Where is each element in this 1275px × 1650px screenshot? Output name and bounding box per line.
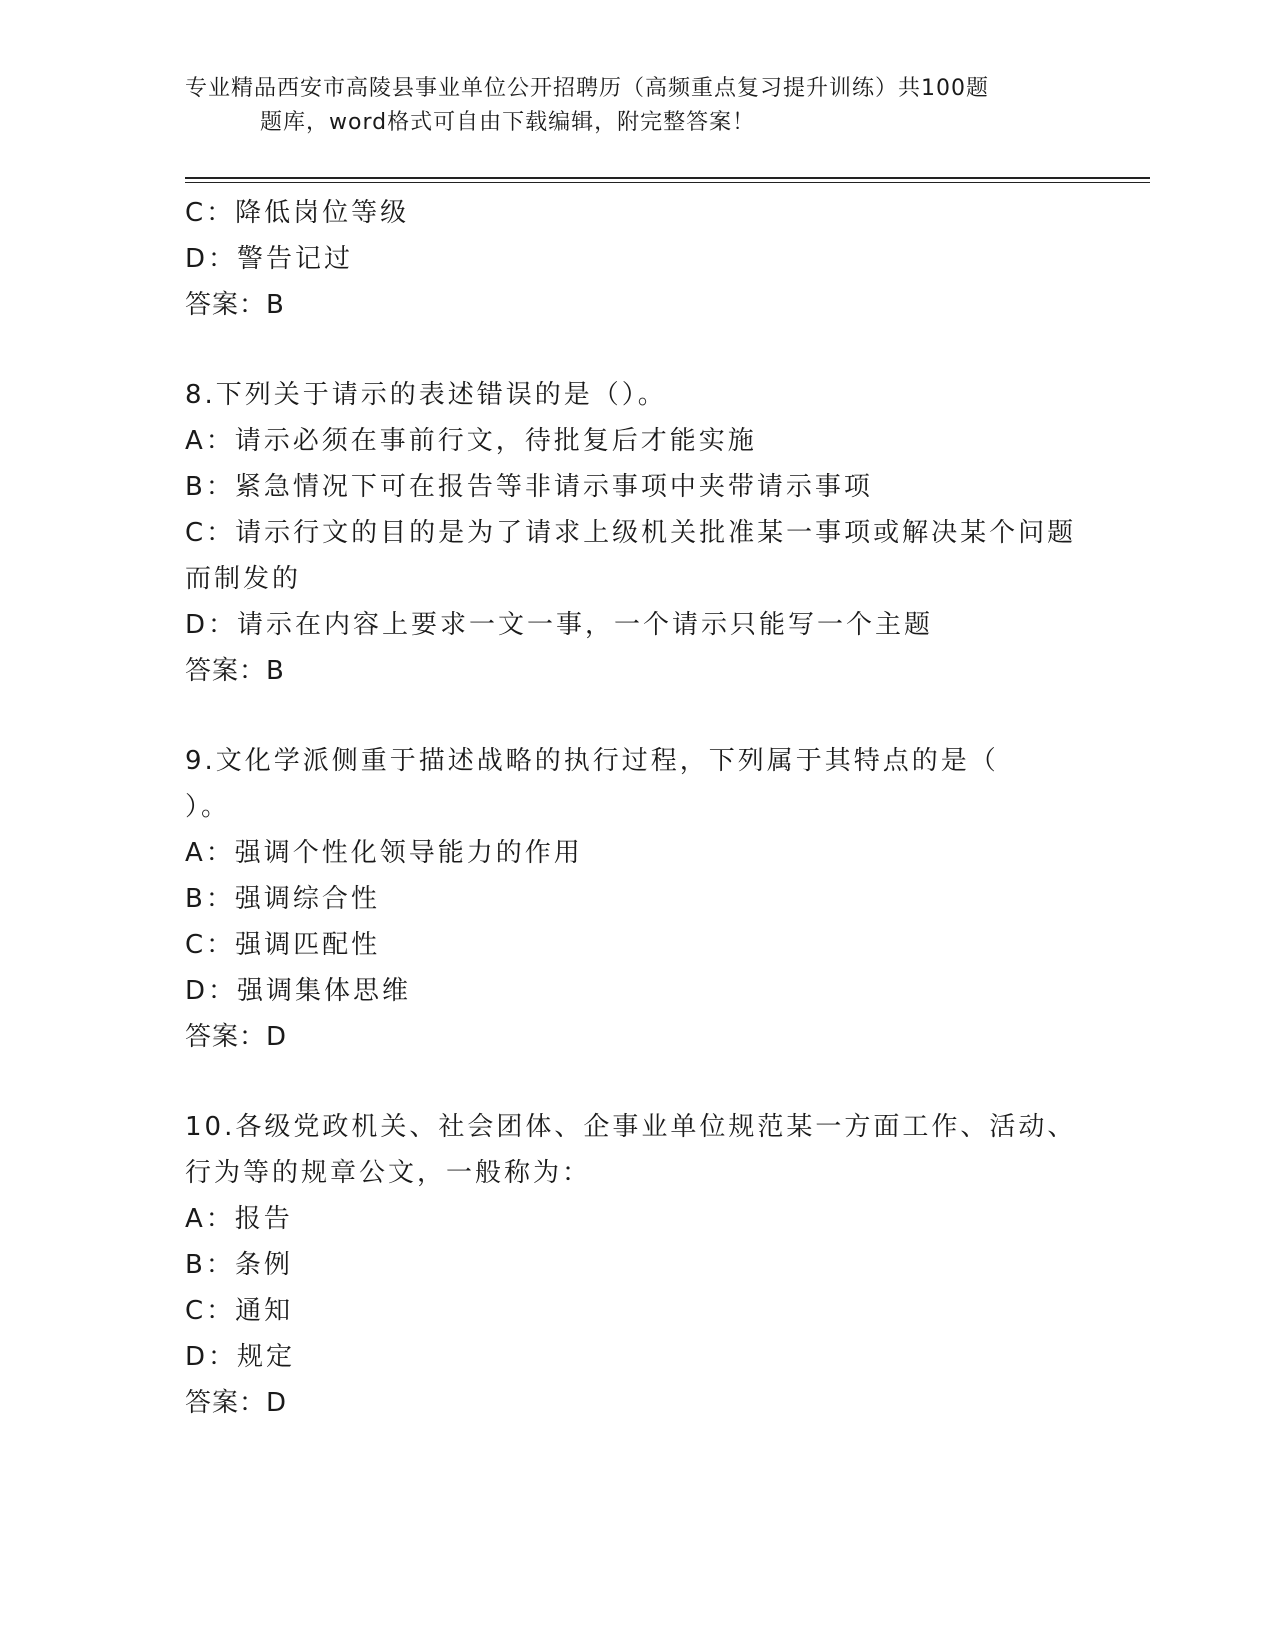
answer: 答案：B	[185, 290, 285, 320]
header-title-line-2: 题库，word格式可自由下载编辑，附完整答案！	[260, 110, 756, 135]
option-b: B：紧急情况下可在报告等非请示事项中夹带请示事项	[185, 472, 873, 502]
question-stem-continued: 行为等的规章公文，一般称为：	[185, 1158, 592, 1188]
question-stem: 9.文化学派侧重于描述战略的执行过程，下列属于其特点的是（	[185, 746, 999, 776]
option-a: A：请示必须在事前行文，待批复后才能实施	[185, 426, 757, 456]
option-c: C：强调匹配性	[185, 930, 381, 960]
option-d: D：警告记过	[185, 244, 354, 274]
option-d: D：规定	[185, 1342, 296, 1372]
answer: 答案：D	[185, 1388, 288, 1418]
page-header	[185, 72, 1065, 140]
question-stem: 10.各级党政机关、社会团体、企事业单位规范某一方面工作、活动、	[185, 1112, 1077, 1142]
header-title-line-1: 专业精品西安市高陵县事业单位公开招聘历（高频重点复习提升训练）共100题	[185, 76, 989, 101]
question-stem: 8.下列关于请示的表述错误的是（）。	[185, 380, 667, 410]
question-9	[185, 738, 1085, 1060]
option-b: B：条例	[185, 1250, 293, 1280]
option-c: C：降低岗位等级	[185, 198, 410, 228]
answer: 答案：B	[185, 656, 285, 686]
question-stem-continued: ）。	[185, 792, 231, 822]
option-c: C：通知	[185, 1296, 294, 1326]
answer: 答案：D	[185, 1022, 288, 1052]
question-7-tail	[185, 190, 1085, 328]
header-divider-thin	[185, 182, 1150, 183]
question-10	[185, 1104, 1085, 1426]
question-8	[185, 372, 1085, 694]
option-a: A：报告	[185, 1204, 293, 1234]
option-b: B：强调综合性	[185, 884, 380, 914]
option-c: C：请示行文的目的是为了请求上级机关批准某一事项或解决某个问题	[185, 518, 1077, 548]
option-d: D：请示在内容上要求一文一事，一个请示只能写一个主题	[185, 610, 934, 640]
option-c-continued: 而制发的	[185, 564, 302, 594]
question-content	[185, 190, 1085, 1426]
option-d: D：强调集体思维	[185, 976, 412, 1006]
option-a: A：强调个性化领导能力的作用	[185, 838, 583, 868]
header-divider-thick	[185, 177, 1150, 179]
